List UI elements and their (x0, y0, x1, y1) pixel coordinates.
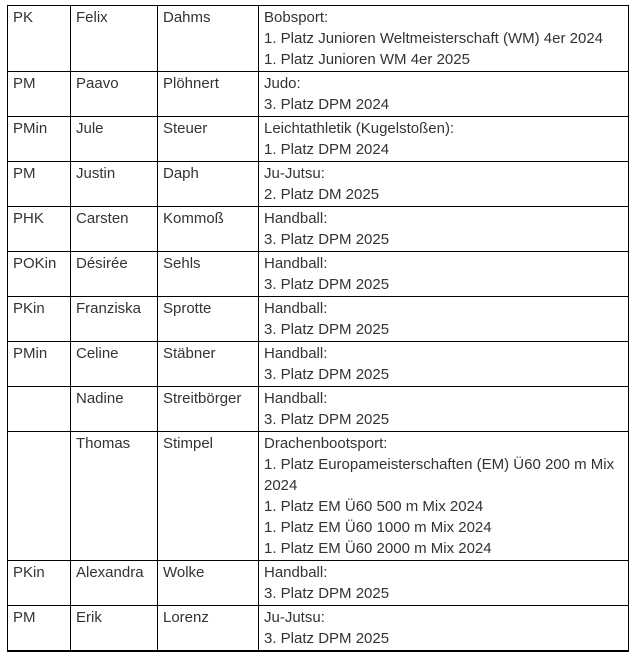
cell-last-name: Stäbner (158, 342, 259, 387)
table-row (8, 162, 629, 207)
cell-achievements (259, 162, 629, 207)
cell-code: PM (8, 606, 71, 652)
table-row (8, 561, 629, 606)
cell-first-name: Justin (71, 162, 158, 207)
achievement-line: Ju-Jutsu: (264, 609, 325, 626)
achievement-line: 1. Platz DPM 2024 (264, 141, 390, 158)
table-row (8, 252, 629, 297)
achievement-line: Handball: (264, 564, 328, 581)
table-row (8, 297, 629, 342)
achievement-line: 1. Platz EM Ü60 1000 m Mix 2024 (264, 519, 492, 536)
cell-first-name: Celine (71, 342, 158, 387)
cell-last-name: Sprotte (158, 297, 259, 342)
achievement-line: 3. Platz DPM 2025 (264, 231, 390, 248)
cell-achievements (259, 606, 629, 652)
cell-last-name: Streitbörger (158, 387, 259, 432)
achievement-line: 1. Platz Junioren Weltmeisterschaft (WM) 4er 2024 (264, 30, 604, 47)
cell-code: PKin (8, 297, 71, 342)
cell-code: PMin (8, 117, 71, 162)
table-row (8, 72, 629, 117)
cell-achievements (259, 561, 629, 606)
cell-code: PM (8, 72, 71, 117)
achievement-line: Ju-Jutsu: (264, 165, 325, 182)
cell-first-name: Jule (71, 117, 158, 162)
achievement-line: 1. Platz Europameisterschaften (EM) Ü60 200 m Mix 2024 (264, 456, 615, 494)
cell-code: POKin (8, 252, 71, 297)
cell-last-name: Kommoß (158, 207, 259, 252)
cell-last-name: Daph (158, 162, 259, 207)
cell-last-name: Plöhnert (158, 72, 259, 117)
achievement-line: 1. Platz EM Ü60 2000 m Mix 2024 (264, 540, 492, 557)
cell-code: PHK (8, 207, 71, 252)
cell-achievements (259, 432, 629, 561)
cell-achievements (259, 297, 629, 342)
achievement-line: Judo: (264, 75, 301, 92)
cell-code: PK (8, 6, 71, 72)
cell-achievements (259, 6, 629, 72)
table-row (8, 6, 629, 72)
cell-code: PMin (8, 342, 71, 387)
achievement-line: 1. Platz EM Ü60 500 m Mix 2024 (264, 498, 484, 515)
athlete-achievements-table (7, 5, 629, 652)
cell-code (8, 387, 71, 432)
cell-first-name: Alexandra (71, 561, 158, 606)
achievement-line: 1. Platz Junioren WM 4er 2025 (264, 51, 470, 68)
cell-last-name: Lorenz (158, 606, 259, 652)
table-row (8, 207, 629, 252)
cell-first-name: Carsten (71, 207, 158, 252)
cell-first-name: Franziska (71, 297, 158, 342)
cell-achievements (259, 72, 629, 117)
achievement-line: 3. Platz DPM 2025 (264, 321, 390, 338)
cell-achievements (259, 207, 629, 252)
achievement-line: Drachenbootsport: (264, 435, 388, 452)
achievement-line: Handball: (264, 255, 328, 272)
cell-last-name: Sehls (158, 252, 259, 297)
achievement-line: 3. Platz DPM 2025 (264, 276, 390, 293)
achievement-line: Handball: (264, 345, 328, 362)
cell-code: PM (8, 162, 71, 207)
cell-first-name: Felix (71, 6, 158, 72)
cell-code (8, 432, 71, 561)
table-body (8, 6, 629, 652)
cell-first-name: Thomas (71, 432, 158, 561)
achievement-line: Handball: (264, 390, 328, 407)
cell-first-name: Nadine (71, 387, 158, 432)
cell-achievements (259, 117, 629, 162)
table-row (8, 387, 629, 432)
cell-first-name: Paavo (71, 72, 158, 117)
table-row (8, 342, 629, 387)
achievement-line: Leichtathletik (Kugelstoßen): (264, 120, 455, 137)
cell-achievements (259, 387, 629, 432)
achievement-line: 3. Platz DPM 2024 (264, 96, 390, 113)
cell-last-name: Stimpel (158, 432, 259, 561)
table-row (8, 117, 629, 162)
achievement-line: Handball: (264, 210, 328, 227)
cell-last-name: Dahms (158, 6, 259, 72)
achievement-line: 2. Platz DM 2025 (264, 186, 380, 203)
cell-achievements (259, 252, 629, 297)
achievement-line: 3. Platz DPM 2025 (264, 366, 390, 383)
table-row (8, 432, 629, 561)
cell-first-name: Désirée (71, 252, 158, 297)
cell-code: PKin (8, 561, 71, 606)
achievement-line: Handball: (264, 300, 328, 317)
cell-last-name: Wolke (158, 561, 259, 606)
cell-achievements (259, 342, 629, 387)
cell-first-name: Erik (71, 606, 158, 652)
achievement-line: 3. Platz DPM 2025 (264, 411, 390, 428)
achievement-line: Bobsport: (264, 9, 329, 26)
cell-last-name: Steuer (158, 117, 259, 162)
achievement-line: 3. Platz DPM 2025 (264, 585, 390, 602)
table-row (8, 606, 629, 652)
achievement-line: 3. Platz DPM 2025 (264, 630, 390, 647)
